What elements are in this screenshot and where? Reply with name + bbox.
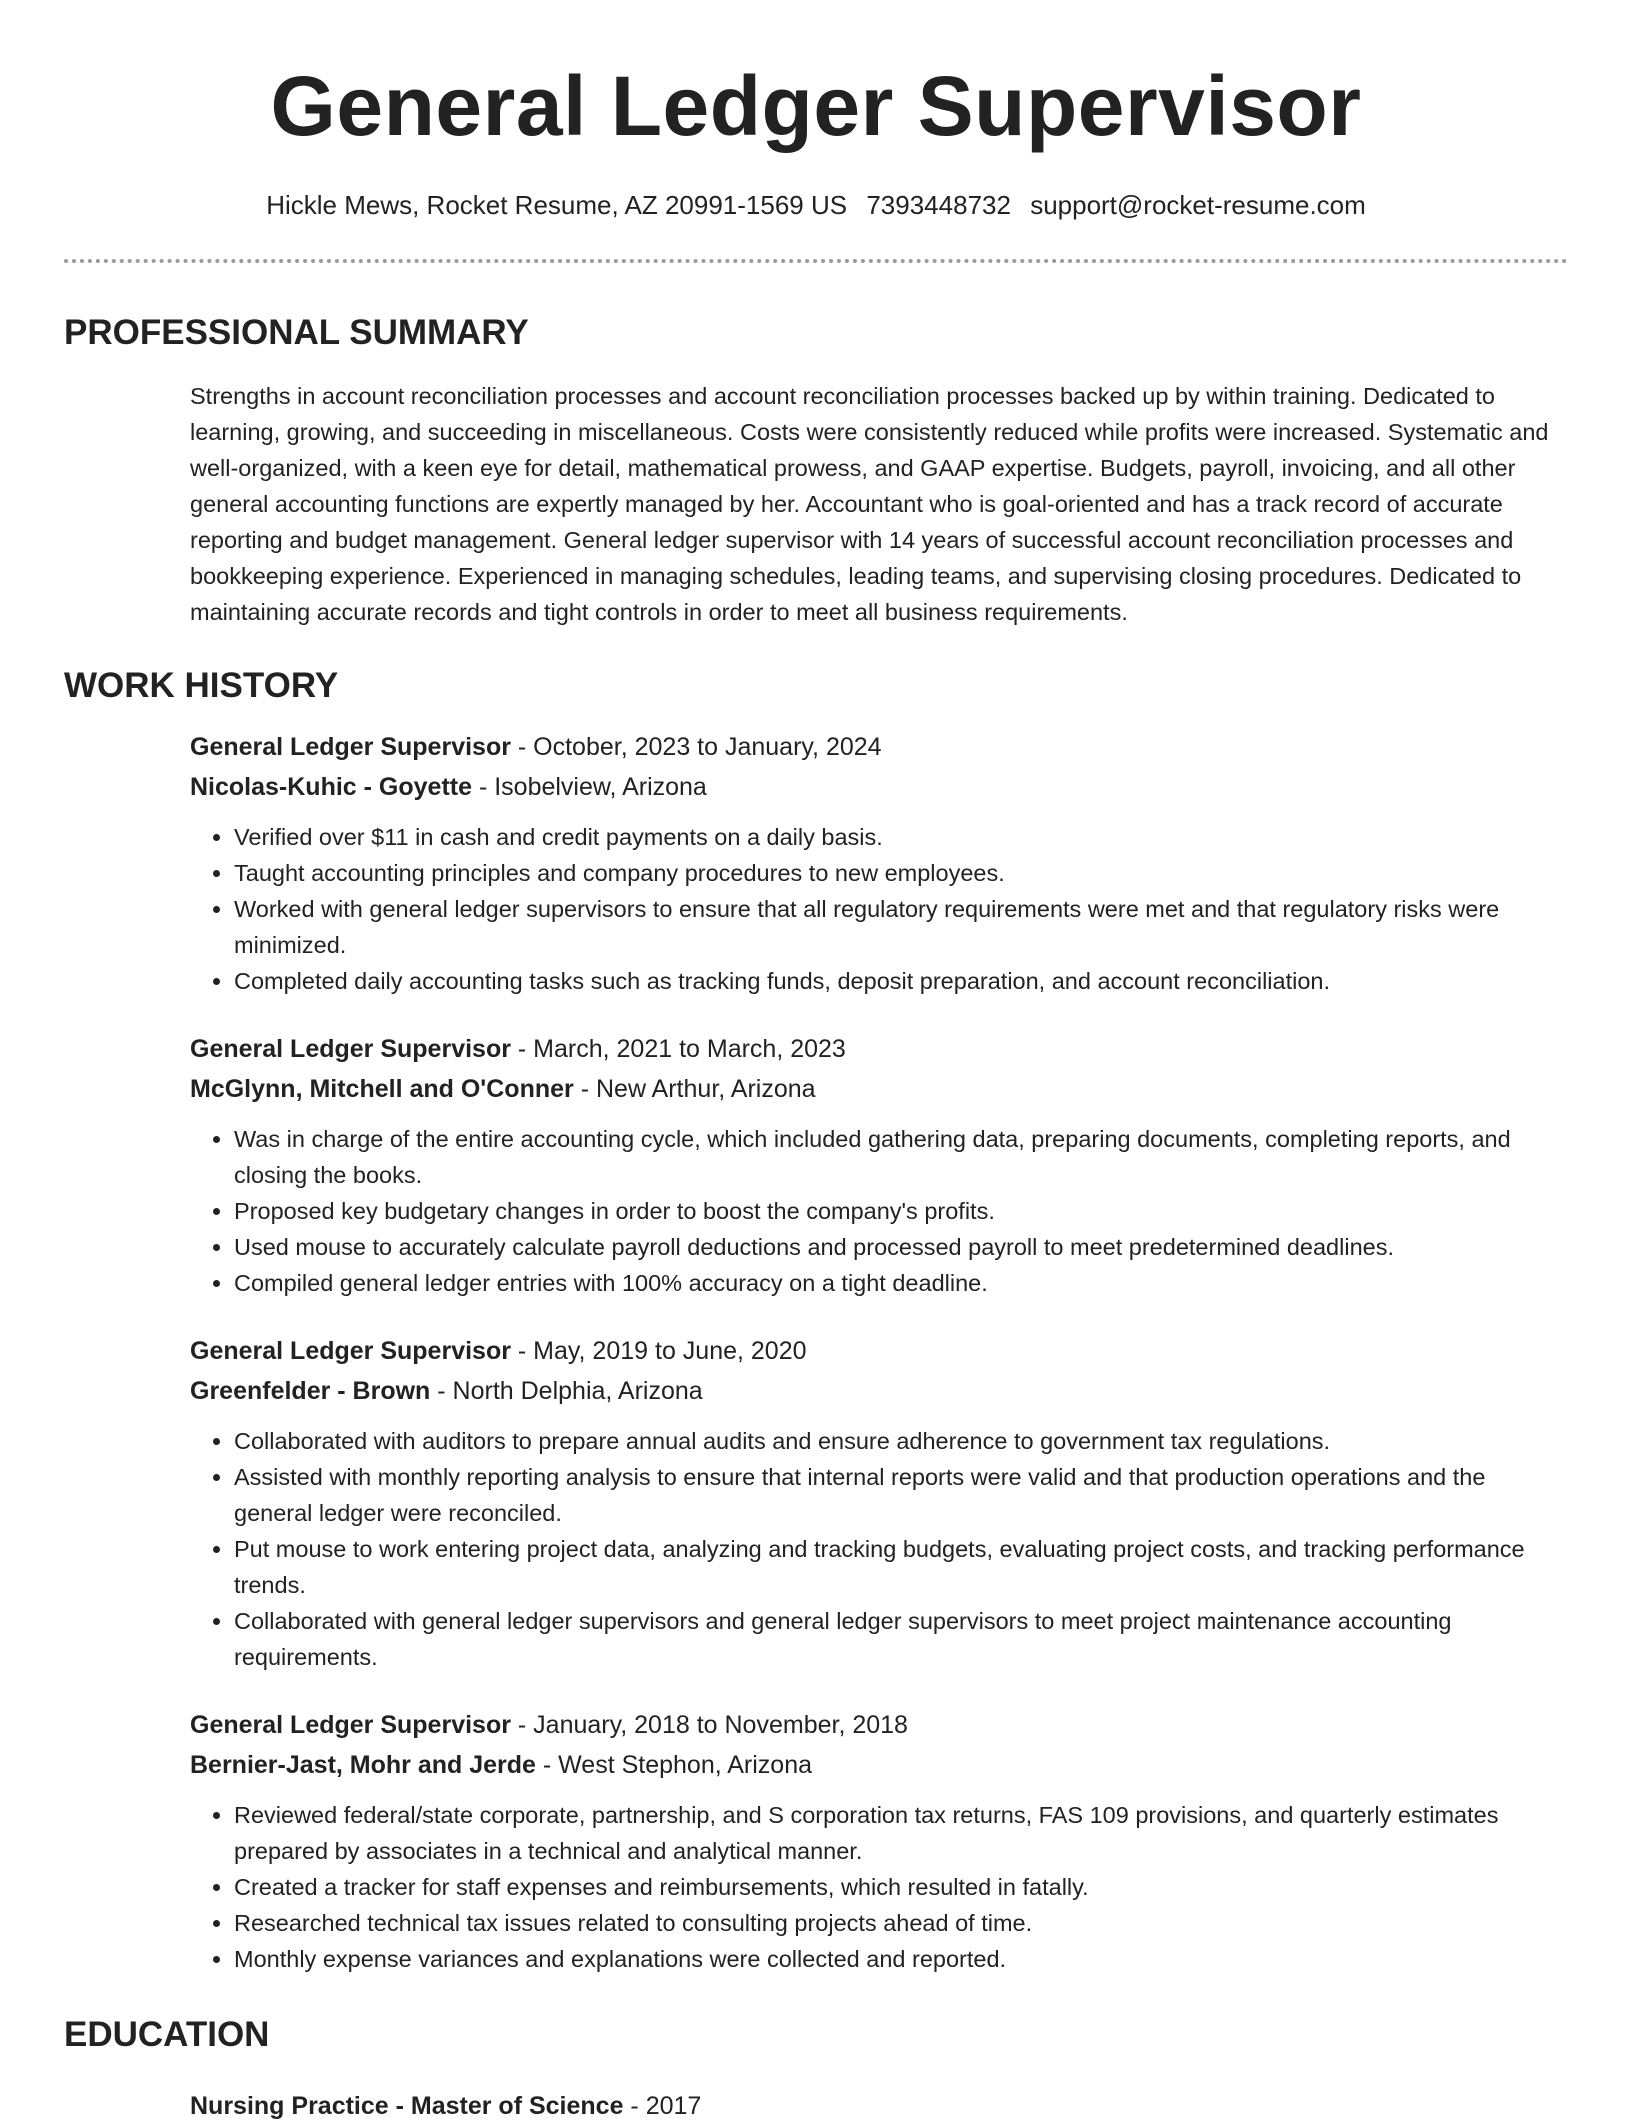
job-dates: - May, 2019 to June, 2020 bbox=[510, 1337, 807, 1365]
job-bullets bbox=[190, 819, 1568, 999]
address-text: Hickle Mews, Rocket Resume, AZ 20991-1569 US bbox=[266, 190, 848, 220]
summary-text: Strengths in account reconciliation processes and account reconciliation processes backed up by within training. Dedicated to learning, growing, and succeeding in miscellaneous. Costs were consistently reduced while profits were increased. Systematic and well-organized, with a keen eye for detail, mathematical prowess, and GAAP expertise. Budgets, payroll, invoicing, and all other general accounting functions are expertly managed by her. Accountant who is goal-oriented and has a track record of accurate reporting and budget management. General ledger supervisor with 14 years of successful account reconciliation processes and bookkeeping experience. Experienced in managing schedules, leading teams, and supervising closing procedures. Dedicated to maintaining accurate records and tight controls in order to meet all business requirements. bbox=[190, 383, 1549, 625]
job-company-line bbox=[190, 1371, 1568, 1411]
job-title: General Ledger Supervisor bbox=[190, 1035, 511, 1063]
bullet-item: • Collaborated with auditors to prepare annual audits and ensure adherence to government tax regulations. bbox=[234, 1423, 1568, 1459]
job-title-line bbox=[190, 1029, 1568, 1069]
company-location: - Isobelview, Arizona bbox=[472, 773, 707, 801]
company-name: Greenfelder - Brown bbox=[190, 1377, 431, 1405]
job-title-line bbox=[190, 1705, 1568, 1745]
company-location: - West Stephon, Arizona bbox=[535, 1751, 813, 1779]
header-divider bbox=[64, 259, 1568, 263]
bullet-item: • Researched technical tax issues related to consulting projects ahead of time. bbox=[234, 1905, 1568, 1941]
job-dates: - October, 2023 to January, 2024 bbox=[510, 733, 882, 761]
summary-heading: PROFESSIONAL SUMMARY bbox=[64, 313, 529, 352]
job-title-line bbox=[190, 727, 1568, 767]
bullet-item: • Verified over $11 in cash and credit payments on a daily basis. bbox=[234, 819, 1568, 855]
education-heading: EDUCATION bbox=[64, 2015, 270, 2054]
job-company-line bbox=[190, 1745, 1568, 1785]
bullet-item: • Taught accounting principles and company procedures to new employees. bbox=[234, 855, 1568, 891]
job-title: General Ledger Supervisor bbox=[190, 1337, 511, 1365]
phone-text: 7393448732 bbox=[866, 190, 1011, 220]
education-section bbox=[64, 2017, 1568, 2126]
job-company-line bbox=[190, 767, 1568, 807]
company-location: - New Arthur, Arizona bbox=[573, 1075, 816, 1103]
job-title: General Ledger Supervisor bbox=[190, 1711, 511, 1739]
email-text: support@rocket-resume.com bbox=[1030, 190, 1366, 220]
job-entry bbox=[190, 1331, 1568, 1675]
bullet-item: • Created a tracker for staff expenses and reimbursements, which resulted in fatally. bbox=[234, 1869, 1568, 1905]
bullet-item: • Reviewed federal/state corporate, partnership, and S corporation tax returns, FAS 109 provisions, and quarterly estimates prepared by associates in a technical and analytical manner. bbox=[234, 1797, 1568, 1869]
company-name: McGlynn, Mitchell and O'Conner bbox=[190, 1075, 574, 1103]
bullet-item: • Worked with general ledger supervisors to ensure that all regulatory requirements were met and that regulatory risks were minimized. bbox=[234, 891, 1568, 963]
bullet-item: • Compiled general ledger entries with 100% accuracy on a tight deadline. bbox=[234, 1265, 1568, 1301]
company-name: Bernier-Jast, Mohr and Jerde bbox=[190, 1751, 536, 1779]
degree-year: - 2017 bbox=[623, 2092, 702, 2120]
bullet-item: • Completed daily accounting tasks such as tracking funds, deposit preparation, and account reconciliation. bbox=[234, 963, 1568, 999]
job-dates: - March, 2021 to March, 2023 bbox=[510, 1035, 846, 1063]
job-bullets bbox=[190, 1423, 1568, 1675]
education-entry bbox=[190, 2086, 1568, 2126]
job-entry bbox=[190, 1029, 1568, 1301]
job-title-line bbox=[190, 1331, 1568, 1371]
job-entry bbox=[190, 727, 1568, 999]
job-dates: - January, 2018 to November, 2018 bbox=[510, 1711, 908, 1739]
degree-name: Nursing Practice - Master of Science bbox=[190, 2092, 624, 2120]
work-history-heading: WORK HISTORY bbox=[64, 666, 339, 705]
bullet-item: • Assisted with monthly reporting analysis to ensure that internal reports were valid and that production operations and the general ledger were reconciled. bbox=[234, 1459, 1568, 1531]
job-bullets bbox=[190, 1121, 1568, 1301]
job-title: General Ledger Supervisor bbox=[190, 733, 511, 761]
job-company-line bbox=[190, 1069, 1568, 1109]
company-name: Nicolas-Kuhic - Goyette bbox=[190, 773, 472, 801]
job-entry bbox=[190, 1705, 1568, 1977]
resume-title: General Ledger Supervisor bbox=[270, 59, 1362, 153]
bullet-item: • Proposed key budgetary changes in order to boost the company's profits. bbox=[234, 1193, 1568, 1229]
bullet-item: • Used mouse to accurately calculate payroll deductions and processed payroll to meet predetermined deadlines. bbox=[234, 1229, 1568, 1265]
work-history-section bbox=[64, 668, 1568, 1977]
contact-line bbox=[64, 190, 1568, 221]
company-location: - North Delphia, Arizona bbox=[430, 1377, 703, 1405]
bullet-item: • Monthly expense variances and explanations were collected and reported. bbox=[234, 1941, 1568, 1977]
bullet-item: • Was in charge of the entire accounting cycle, which included gathering data, preparing documents, completing reports, and closing the books. bbox=[234, 1121, 1568, 1193]
bullet-item: • Collaborated with general ledger supervisors and general ledger supervisors to meet project maintenance accounting requirements. bbox=[234, 1603, 1568, 1675]
job-bullets bbox=[190, 1797, 1568, 1977]
bullet-item: • Put mouse to work entering project data, analyzing and tracking budgets, evaluating project costs, and tracking performance trends. bbox=[234, 1531, 1568, 1603]
summary-section bbox=[64, 315, 1568, 630]
